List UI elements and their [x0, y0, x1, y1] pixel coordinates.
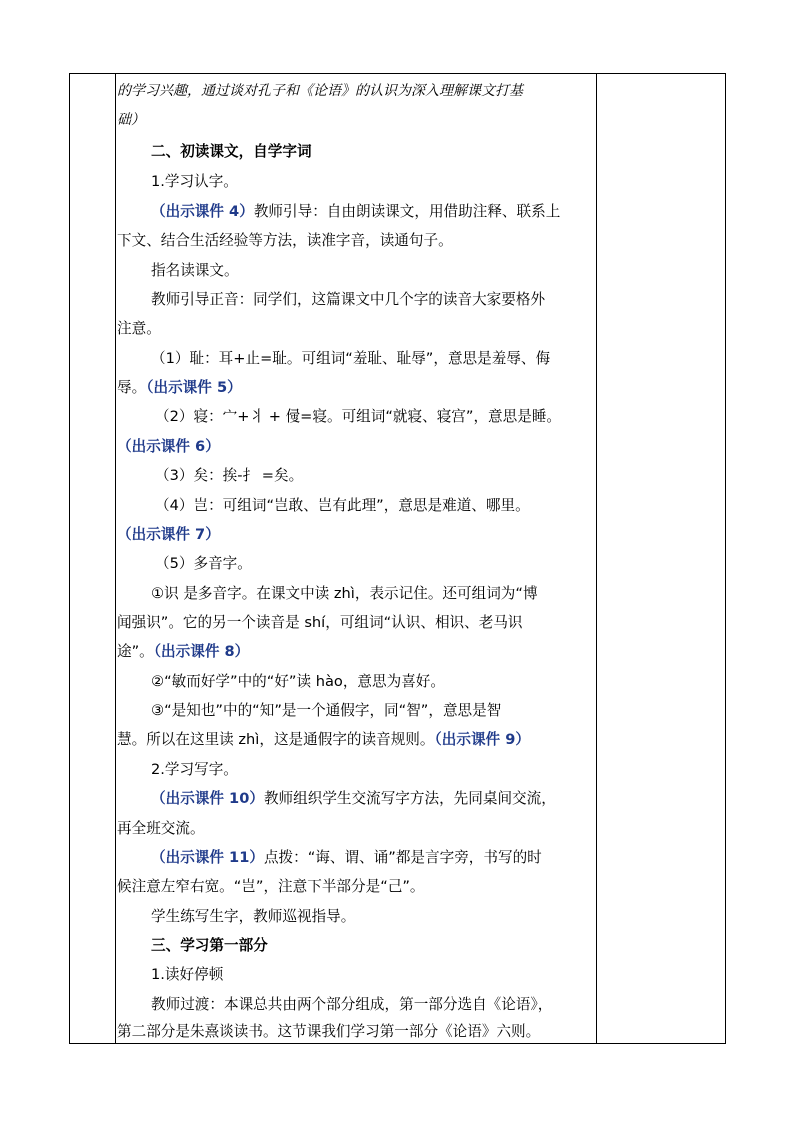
slide-reference: （出示课件 4）: [151, 203, 254, 220]
text-span: 慧。所以在这里读 zhì，这是通假字的读音规则。: [117, 731, 435, 748]
text-line: （1）耻：耳+止=耻。可组词“羞耻、耻辱”，意思是羞辱、侮: [151, 350, 551, 367]
text-span: 教师引导：自由朗读课文，用借助注释、联系上: [253, 203, 561, 220]
text-line: [117, 377, 595, 399]
text-line: 教师过渡：本课总共由两个部分组成，第一部分选自《论语》，: [151, 996, 553, 1013]
slide-reference: （出示课件 6）: [117, 438, 220, 455]
text-span: 辱。: [117, 379, 147, 396]
text-line: （4）岂：可组词“岂敢、岂有此理”，意思是难道、哪里。: [155, 497, 530, 514]
slide-reference: （出示课件 10）: [151, 790, 264, 807]
text-line: 指名读课文。: [151, 262, 239, 279]
text-line: ②“敏而好学”中的“好”读 hào，意思为喜好。: [151, 673, 445, 690]
text-span: 途”。: [117, 643, 154, 660]
slide-reference: （出示课件 5）: [146, 379, 242, 396]
section-heading: 三、学习第一部分: [151, 937, 268, 954]
text-line: 础）: [117, 112, 145, 128]
text-line: 注意。: [117, 320, 161, 337]
table-right-border: [725, 73, 726, 1044]
text-line: ①识 是多音字。在课文中读 zhì，表示记住。还可组词为“博: [151, 585, 538, 602]
text-line: 下文、结合生活经验等方法，读准字音，读通句子。: [117, 232, 453, 249]
section-heading: 二、初读课文，自学字词: [151, 143, 312, 160]
text-line: 的学习兴趣，通过谈对孔子和《论语》的认识为深入理解课文打基: [117, 83, 523, 99]
text-line: [117, 641, 595, 663]
text-span: 教师组织学生交流写字方法，先同桌间交流，: [263, 790, 556, 807]
slide-reference: （出示课件 9）: [434, 731, 530, 748]
table-left-border: [69, 73, 70, 1044]
text-line: （2）寝：宀+丬 + 㑴=寝。可组词“就寝、寝宫”，意思是睡。: [155, 408, 562, 425]
text-line: 教师引导正音：同学们，这篇课文中几个字的读音大家要格外: [151, 291, 546, 308]
text-line: ③“是知也”中的“知”是一个通假字，同“智”，意思是智: [151, 702, 502, 719]
text-line: [151, 201, 629, 223]
text-line: [117, 729, 595, 751]
text-line: 再全班交流。: [117, 820, 205, 837]
text-line: （5）多音字。: [155, 555, 252, 572]
subsection-heading: 1.学习认字。: [151, 173, 238, 190]
subsection-heading: 1.读好停顿: [151, 966, 224, 983]
text-span: 点拨：“诲、谓、诵”都是言字旁，书写的时: [263, 849, 542, 866]
lesson-content-cell: [117, 73, 595, 1044]
slide-reference: （出示课件 7）: [117, 526, 220, 543]
text-line: [151, 788, 629, 810]
table-column-divider-1: [115, 73, 116, 1044]
text-line: 第二部分是朱熹谈读书。这节课我们学习第一部分《论语》六则。: [117, 1023, 541, 1040]
text-line: [151, 847, 629, 869]
text-line: 学生练写生字，教师巡视指导。: [151, 908, 356, 925]
subsection-heading: 2.学习写字。: [151, 761, 238, 778]
text-line: 候注意左窄右宽。“岂”，注意下半部分是“己”。: [117, 878, 425, 895]
text-line: 闻强识”。它的另一个读音是 shí，可组词“认识、相识、老马识: [117, 614, 523, 631]
slide-reference: （出示课件 8）: [153, 643, 250, 660]
slide-reference: （出示课件 11）: [151, 849, 264, 866]
text-line: （3）矣：挨-扌 =矣。: [155, 467, 304, 484]
